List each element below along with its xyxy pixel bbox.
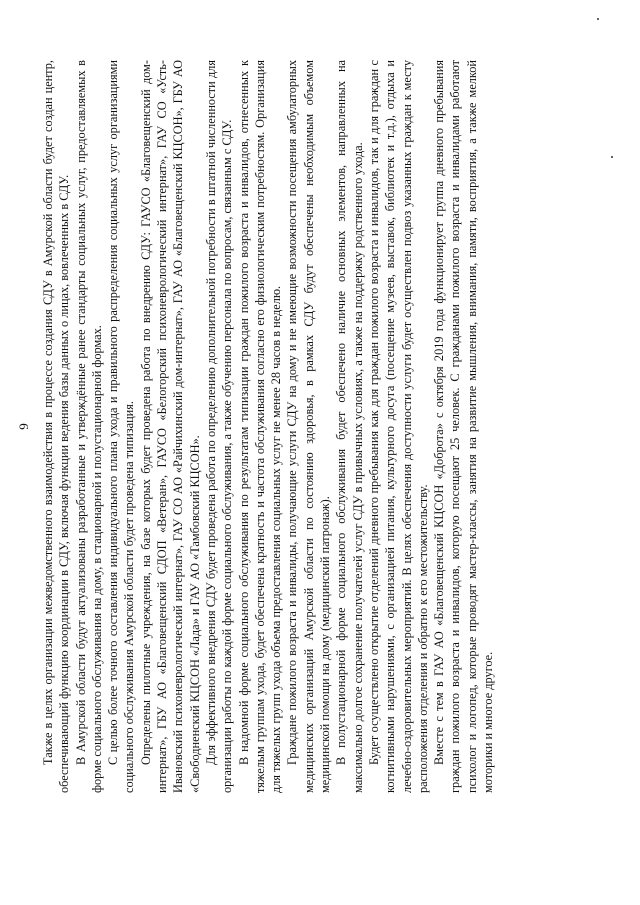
paragraph: Вместе с тем в ГАУ АО «Благовещенский КЦСОН «Доброта» с октября 2019 года функционирует группа дневного пребывания граждан пожилого возраста и инвалидов, которую посещают 25 человек. С гражданами пожилого возраста и инвалидами работают психолог и логопед, которые проводят мастер-классы, занятия на развитие мышления, внимания, памяти, восприятия, а также мелкой моторики и многое другое. bbox=[432, 60, 496, 793]
paragraph: Также в целях организации межведомственного взаимодействия в процессе создания СДУ в Амурской области будет создан центр, обеспечивающий функцию координации в СДУ, включая функции ведения базы данных о лицах, вовлеченных в СДУ. bbox=[41, 60, 72, 793]
paragraph: Для эффективного внедрения СДУ будет проведена работа по определению дополнительной потребности в штатной численности для организации работы по каждой форме социального обслуживания, а также обучению персонала по вопросам, связанным с СДУ. bbox=[203, 60, 235, 793]
paragraph: В надомной форме социального обслуживания по результатам типизации граждан пожилого возраста и инвалидов, отнесенных к тяжелым группам ухода, будет обеспечена кратность и частота обслуживания согласно его физиологическим потребностям. Организация для тяжелых групп ухода объема предоставления социальных услуг не менее 28 часов в неделю. bbox=[236, 60, 284, 793]
paragraph: Граждане пожилого возраста и инвалиды, получающие услуги СДУ на дому и не имеющие возможности посещения амбулаторных медицинских организаций Амурской области по состоянию здоровья, в рамках СДУ будут обеспечены необходимым объемом медицинской помощи на дому (медицинский патронаж). bbox=[285, 60, 333, 793]
paragraph: В полустационарной форме социального обслуживания будет обеспечено наличие основных элементов, направленных на максимально долгое сохранение получателей услуг СДУ в привычных условиях, а также на поддержку родственного ухода. bbox=[334, 60, 365, 793]
scan-speck bbox=[597, 18, 599, 20]
paragraph: В Амурской области будут актуализованы разработанные и утверждённые ранее стандарты социальных услуг, предоставляемых в форме социального обслуживания на дому, в стационарной и полустационарной формах. bbox=[73, 60, 104, 793]
paragraph: Определены пилотные учреждения, на базе которых будет проведена работа по внедрению СДУ: ГАУСО «Благовещенский дом-интернат», ГБУ АО «Благовещенский СДОП «Ветеран», ГАУСО «Белогорский психоневрологический интернат», ГАУ СО «Усть-Ивановский психоневрологический интернат», ГАУ СО АО «Райчихинский дом-интернат», ГАУ АО «Благовещенский КЦСОН», ГБУ АО «Свободненский КЦСОН «Лада» и ГАУ АО «Тамбовский КЦСОН». bbox=[138, 60, 202, 793]
paragraph: Будет осуществлено открытие отделений дневного пребывания как для граждан пожилого возраста и инвалидов, так и для граждан с когнитивными нарушениями, с организацией питания, культурного досуга (посещение музеев, выставок, библиотек и т.д.), отдыха и лечебно-оздоровительных мероприятий. В целях обеспечения доступности услуги будет осуществлен подвоз указанных граждан к месту расположения отделения и обратно к его местожительству. bbox=[366, 60, 430, 793]
page-number: 9 bbox=[16, 423, 31, 430]
body-text bbox=[40, 60, 496, 793]
paragraph: С целью более точного составления индивидуального плана ухода и правильного распределения социальных услуг организациями социального обслуживания Амурской области будет проведена типизация. bbox=[106, 60, 137, 793]
scan-speck bbox=[611, 156, 613, 158]
